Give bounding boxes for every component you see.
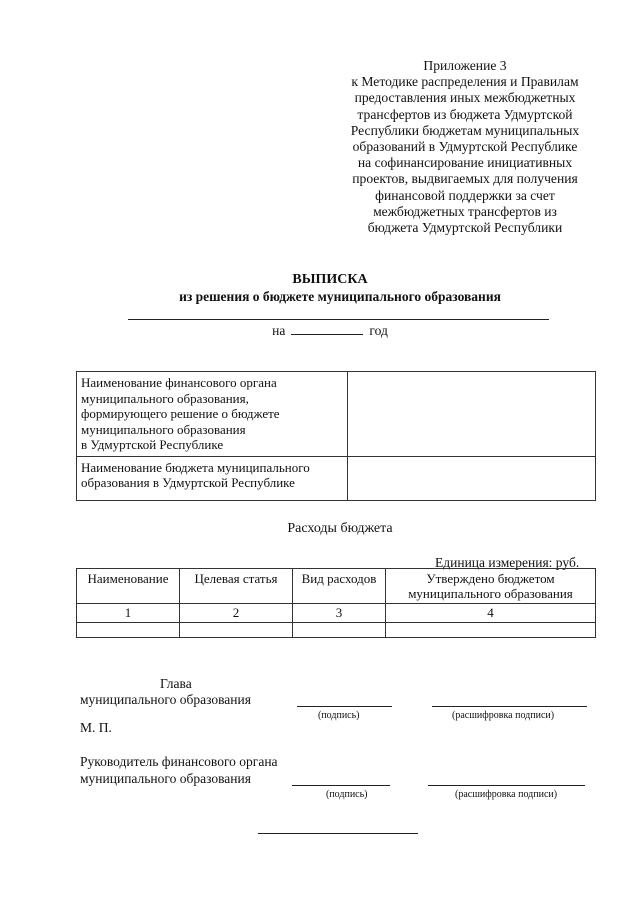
column-number: 1 xyxy=(77,604,180,623)
label-line: Наименование бюджета муниципального xyxy=(81,459,310,475)
head-decoding-caption: (расшифровка подписи) xyxy=(452,710,555,721)
label-line: образования в Удмуртской Республике xyxy=(81,475,295,490)
table-header-row xyxy=(77,569,596,604)
table-row xyxy=(77,604,596,623)
fin-head-title: Руководитель финансового органа xyxy=(80,754,278,769)
header-line: образований в Удмуртской Республике xyxy=(352,139,578,155)
fin-signature-caption: (подпись) xyxy=(326,789,368,800)
bottom-separator xyxy=(258,833,418,834)
table-cell[interactable] xyxy=(386,623,596,638)
table-cell[interactable] xyxy=(180,623,293,638)
fin-signature-line[interactable] xyxy=(292,785,390,786)
year-row xyxy=(0,322,640,339)
info-table xyxy=(76,371,596,501)
expenses-title: Расходы бюджета xyxy=(287,521,393,536)
budget-name-label xyxy=(77,456,348,500)
financial-organ-label xyxy=(77,372,348,457)
fin-decoding-caption: (расшифровка подписи) xyxy=(455,789,558,800)
head-org: муниципального образования xyxy=(80,692,251,707)
label-line: Наименование финансового органа xyxy=(81,375,277,390)
document-title: ВЫПИСКА xyxy=(292,272,368,287)
header-line: финансовой поддержки за счет xyxy=(375,187,555,203)
table-cell[interactable] xyxy=(77,623,180,638)
header-line: трансфертов из бюджета Удмуртской xyxy=(357,106,573,122)
table-cell[interactable] xyxy=(293,623,386,638)
table-row xyxy=(77,372,596,457)
head-signature-caption: (подпись) xyxy=(318,710,360,721)
column-number: 3 xyxy=(293,604,386,623)
label-line: в Удмуртской Республике xyxy=(81,437,224,452)
header-line: Приложение 3 xyxy=(423,58,507,73)
header-appendix-note xyxy=(330,58,600,236)
header-line: предоставления иных межбюджетных xyxy=(354,90,576,106)
header-line: к Методике распределения и Правилам xyxy=(351,74,579,90)
column-header-expense-type: Вид расходов xyxy=(293,569,386,604)
table-row xyxy=(77,623,596,638)
header-line: на софинансирование инициативных xyxy=(357,155,573,171)
budget-name-value[interactable] xyxy=(348,456,596,500)
year-prefix: на xyxy=(272,323,286,338)
label-line: муниципального образования, xyxy=(81,390,249,406)
column-header-name: Наименование xyxy=(77,569,180,604)
column-number: 4 xyxy=(386,604,596,623)
column-header-target-article: Целевая статья xyxy=(180,569,293,604)
header-line: муниципального образования xyxy=(408,586,573,601)
fin-head-org: муниципального образования xyxy=(80,771,251,786)
fin-decoding-line[interactable] xyxy=(428,785,585,786)
column-header-approved xyxy=(386,569,596,604)
header-line: бюджета Удмуртской Республики xyxy=(367,220,563,236)
municipality-name-blank xyxy=(128,319,549,320)
unit-of-measure: Единица измерения: руб. xyxy=(435,555,580,570)
stamp-place: М. П. xyxy=(80,720,112,735)
label-line: муниципального образования xyxy=(81,421,246,437)
header-line: межбюджетных трансфертов из xyxy=(373,203,557,219)
year-blank xyxy=(291,322,363,335)
header-line: Утверждено бюджетом xyxy=(426,571,555,586)
header-line: проектов, выдвигаемых для получения xyxy=(352,171,578,187)
head-signature-line[interactable] xyxy=(297,706,392,707)
header-line: Республики бюджетам муниципальных xyxy=(350,122,580,138)
column-number: 2 xyxy=(180,604,293,623)
document-subtitle: из решения о бюджете муниципального образования xyxy=(179,289,501,304)
expenses-table xyxy=(76,568,596,638)
head-decoding-line[interactable] xyxy=(432,706,587,707)
year-suffix: год xyxy=(369,323,388,338)
head-title: Глава xyxy=(160,676,192,691)
label-line: формирующего решение о бюджете xyxy=(81,406,280,421)
financial-organ-value[interactable] xyxy=(348,372,596,457)
table-row xyxy=(77,456,596,500)
